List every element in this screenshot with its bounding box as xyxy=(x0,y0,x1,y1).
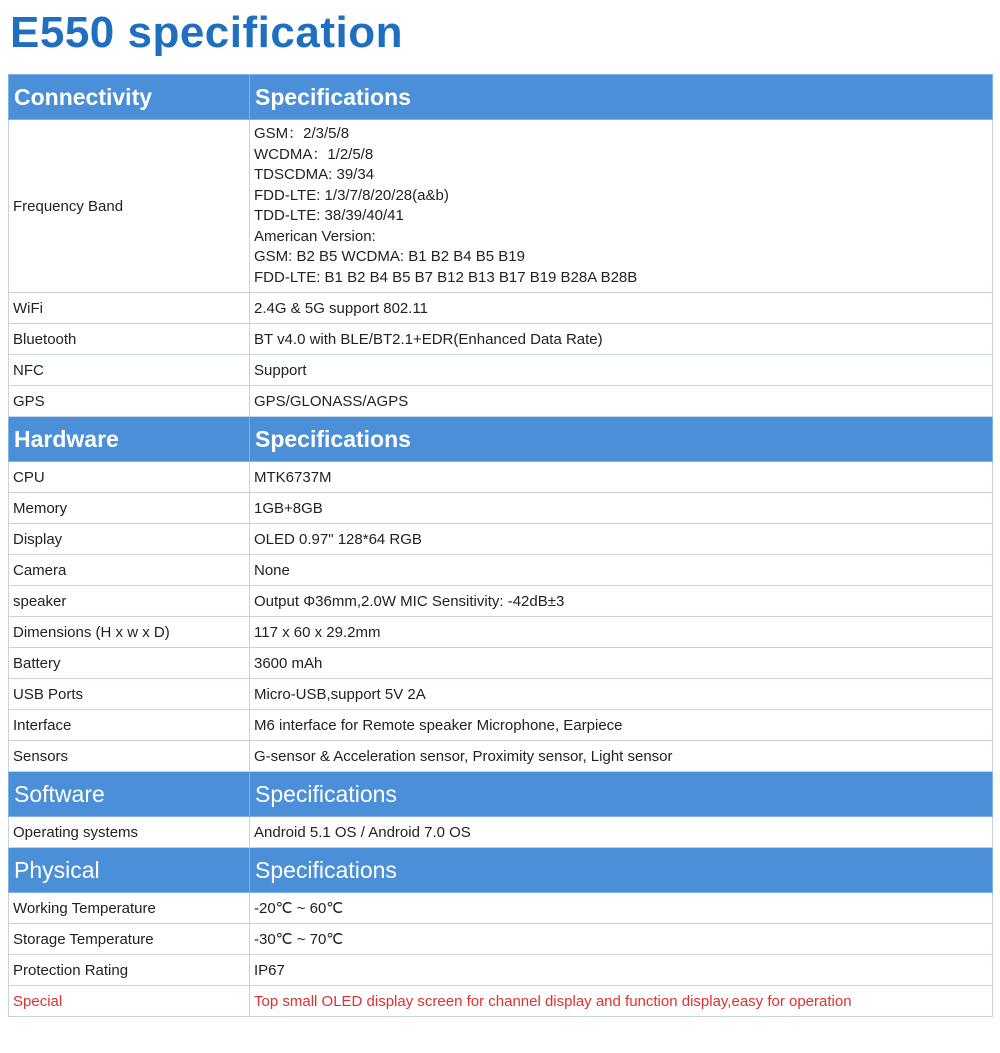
band-line: FDD-LTE: B1 B2 B4 B5 B7 B12 B13 B17 B19 B28A B28B xyxy=(254,268,638,286)
spec-label: USB Ports xyxy=(9,679,250,710)
spec-value: Android 5.1 OS / Android 7.0 OS xyxy=(250,817,993,848)
spec-value xyxy=(250,120,993,293)
table-row xyxy=(9,120,993,293)
spec-value: 1GB+8GB xyxy=(250,493,993,524)
band-line: American Version: xyxy=(254,227,376,245)
band-line: TDD-LTE: 38/39/40/41 xyxy=(254,207,404,224)
table-row xyxy=(9,586,993,617)
section-title: Physical xyxy=(9,848,250,893)
spec-value: M6 interface for Remote speaker Microphone, Earpiece xyxy=(250,710,993,741)
spec-label: Operating systems xyxy=(9,817,250,848)
spec-value: 2.4G & 5G support 802.11 xyxy=(250,293,993,324)
section-title: Connectivity xyxy=(9,75,250,120)
spec-value: Micro-USB,support 5V 2A xyxy=(250,679,993,710)
spec-label: Storage Temperature xyxy=(9,924,250,955)
band-line: GSM：2/3/5/8 xyxy=(254,125,350,142)
spec-value: GPS/GLONASS/AGPS xyxy=(250,386,993,417)
section-spec-title: Specifications xyxy=(250,417,993,462)
spec-label: Display xyxy=(9,524,250,555)
table-row xyxy=(9,555,993,586)
section-title: Hardware xyxy=(9,417,250,462)
spec-label: NFC xyxy=(9,355,250,386)
spec-value: 117 x 60 x 29.2mm xyxy=(250,617,993,648)
spec-label: Interface xyxy=(9,710,250,741)
spec-label: CPU xyxy=(9,462,250,493)
frequency-band-list xyxy=(254,124,992,288)
table-row xyxy=(9,524,993,555)
spec-label: Camera xyxy=(9,555,250,586)
spec-value: G-sensor & Acceleration sensor, Proximity sensor, Light sensor xyxy=(250,741,993,772)
spec-label: Protection Rating xyxy=(9,955,250,986)
section-spec-title: Specifications xyxy=(250,75,993,120)
table-row xyxy=(9,955,993,986)
spec-label: Sensors xyxy=(9,741,250,772)
spec-value: Support xyxy=(250,355,993,386)
spec-value: -30℃ ~ 70℃ xyxy=(250,924,993,955)
band-line: FDD-LTE: 1/3/7/8/20/28(a&b) xyxy=(254,186,449,204)
table-row xyxy=(9,462,993,493)
spec-table xyxy=(8,74,993,1017)
spec-label: Working Temperature xyxy=(9,893,250,924)
spec-value: None xyxy=(250,555,993,586)
spec-label: WiFi xyxy=(9,293,250,324)
table-row xyxy=(9,617,993,648)
spec-value: Output Φ36mm,2.0W MIC Sensitivity: -42dB±3 xyxy=(250,586,993,617)
spec-label: Bluetooth xyxy=(9,324,250,355)
band-line: TDSCDMA: 39/34 xyxy=(254,166,375,183)
spec-label: Frequency Band xyxy=(9,120,250,293)
band-line: WCDMA：1/2/5/8 xyxy=(254,145,374,163)
table-row xyxy=(9,893,993,924)
section-header-software xyxy=(9,772,993,817)
table-row xyxy=(9,386,993,417)
spec-value: Top small OLED display screen for channel display and function display,easy for operation xyxy=(250,986,993,1017)
spec-value: IP67 xyxy=(250,955,993,986)
table-row xyxy=(9,355,993,386)
table-row xyxy=(9,679,993,710)
table-row xyxy=(9,924,993,955)
spec-label: Dimensions (H x w x D) xyxy=(9,617,250,648)
table-row xyxy=(9,648,993,679)
page-title: E550 specification xyxy=(10,8,403,57)
section-header-hardware xyxy=(9,417,993,462)
spec-label: Special xyxy=(9,986,250,1017)
band-line: GSM: B2 B5 WCDMA: B1 B2 B4 B5 B19 xyxy=(254,248,525,265)
table-row-special xyxy=(9,986,993,1017)
section-header-physical xyxy=(9,848,993,893)
spec-value: MTK6737M xyxy=(250,462,993,493)
table-row xyxy=(9,741,993,772)
section-header-connectivity xyxy=(9,75,993,120)
table-row xyxy=(9,324,993,355)
spec-label: GPS xyxy=(9,386,250,417)
table-row xyxy=(9,817,993,848)
spec-value: OLED 0.97" 128*64 RGB xyxy=(250,524,993,555)
section-title: Software xyxy=(9,772,250,817)
table-row xyxy=(9,493,993,524)
section-spec-title: Specifications xyxy=(250,772,993,817)
spec-value: -20℃ ~ 60℃ xyxy=(250,893,993,924)
spec-label: Battery xyxy=(9,648,250,679)
spec-label: Memory xyxy=(9,493,250,524)
section-spec-title: Specifications xyxy=(250,848,993,893)
table-row xyxy=(9,710,993,741)
spec-value: BT v4.0 with BLE/BT2.1+EDR(Enhanced Data Rate) xyxy=(250,324,993,355)
table-row xyxy=(9,293,993,324)
spec-label: speaker xyxy=(9,586,250,617)
spec-value: 3600 mAh xyxy=(250,648,993,679)
